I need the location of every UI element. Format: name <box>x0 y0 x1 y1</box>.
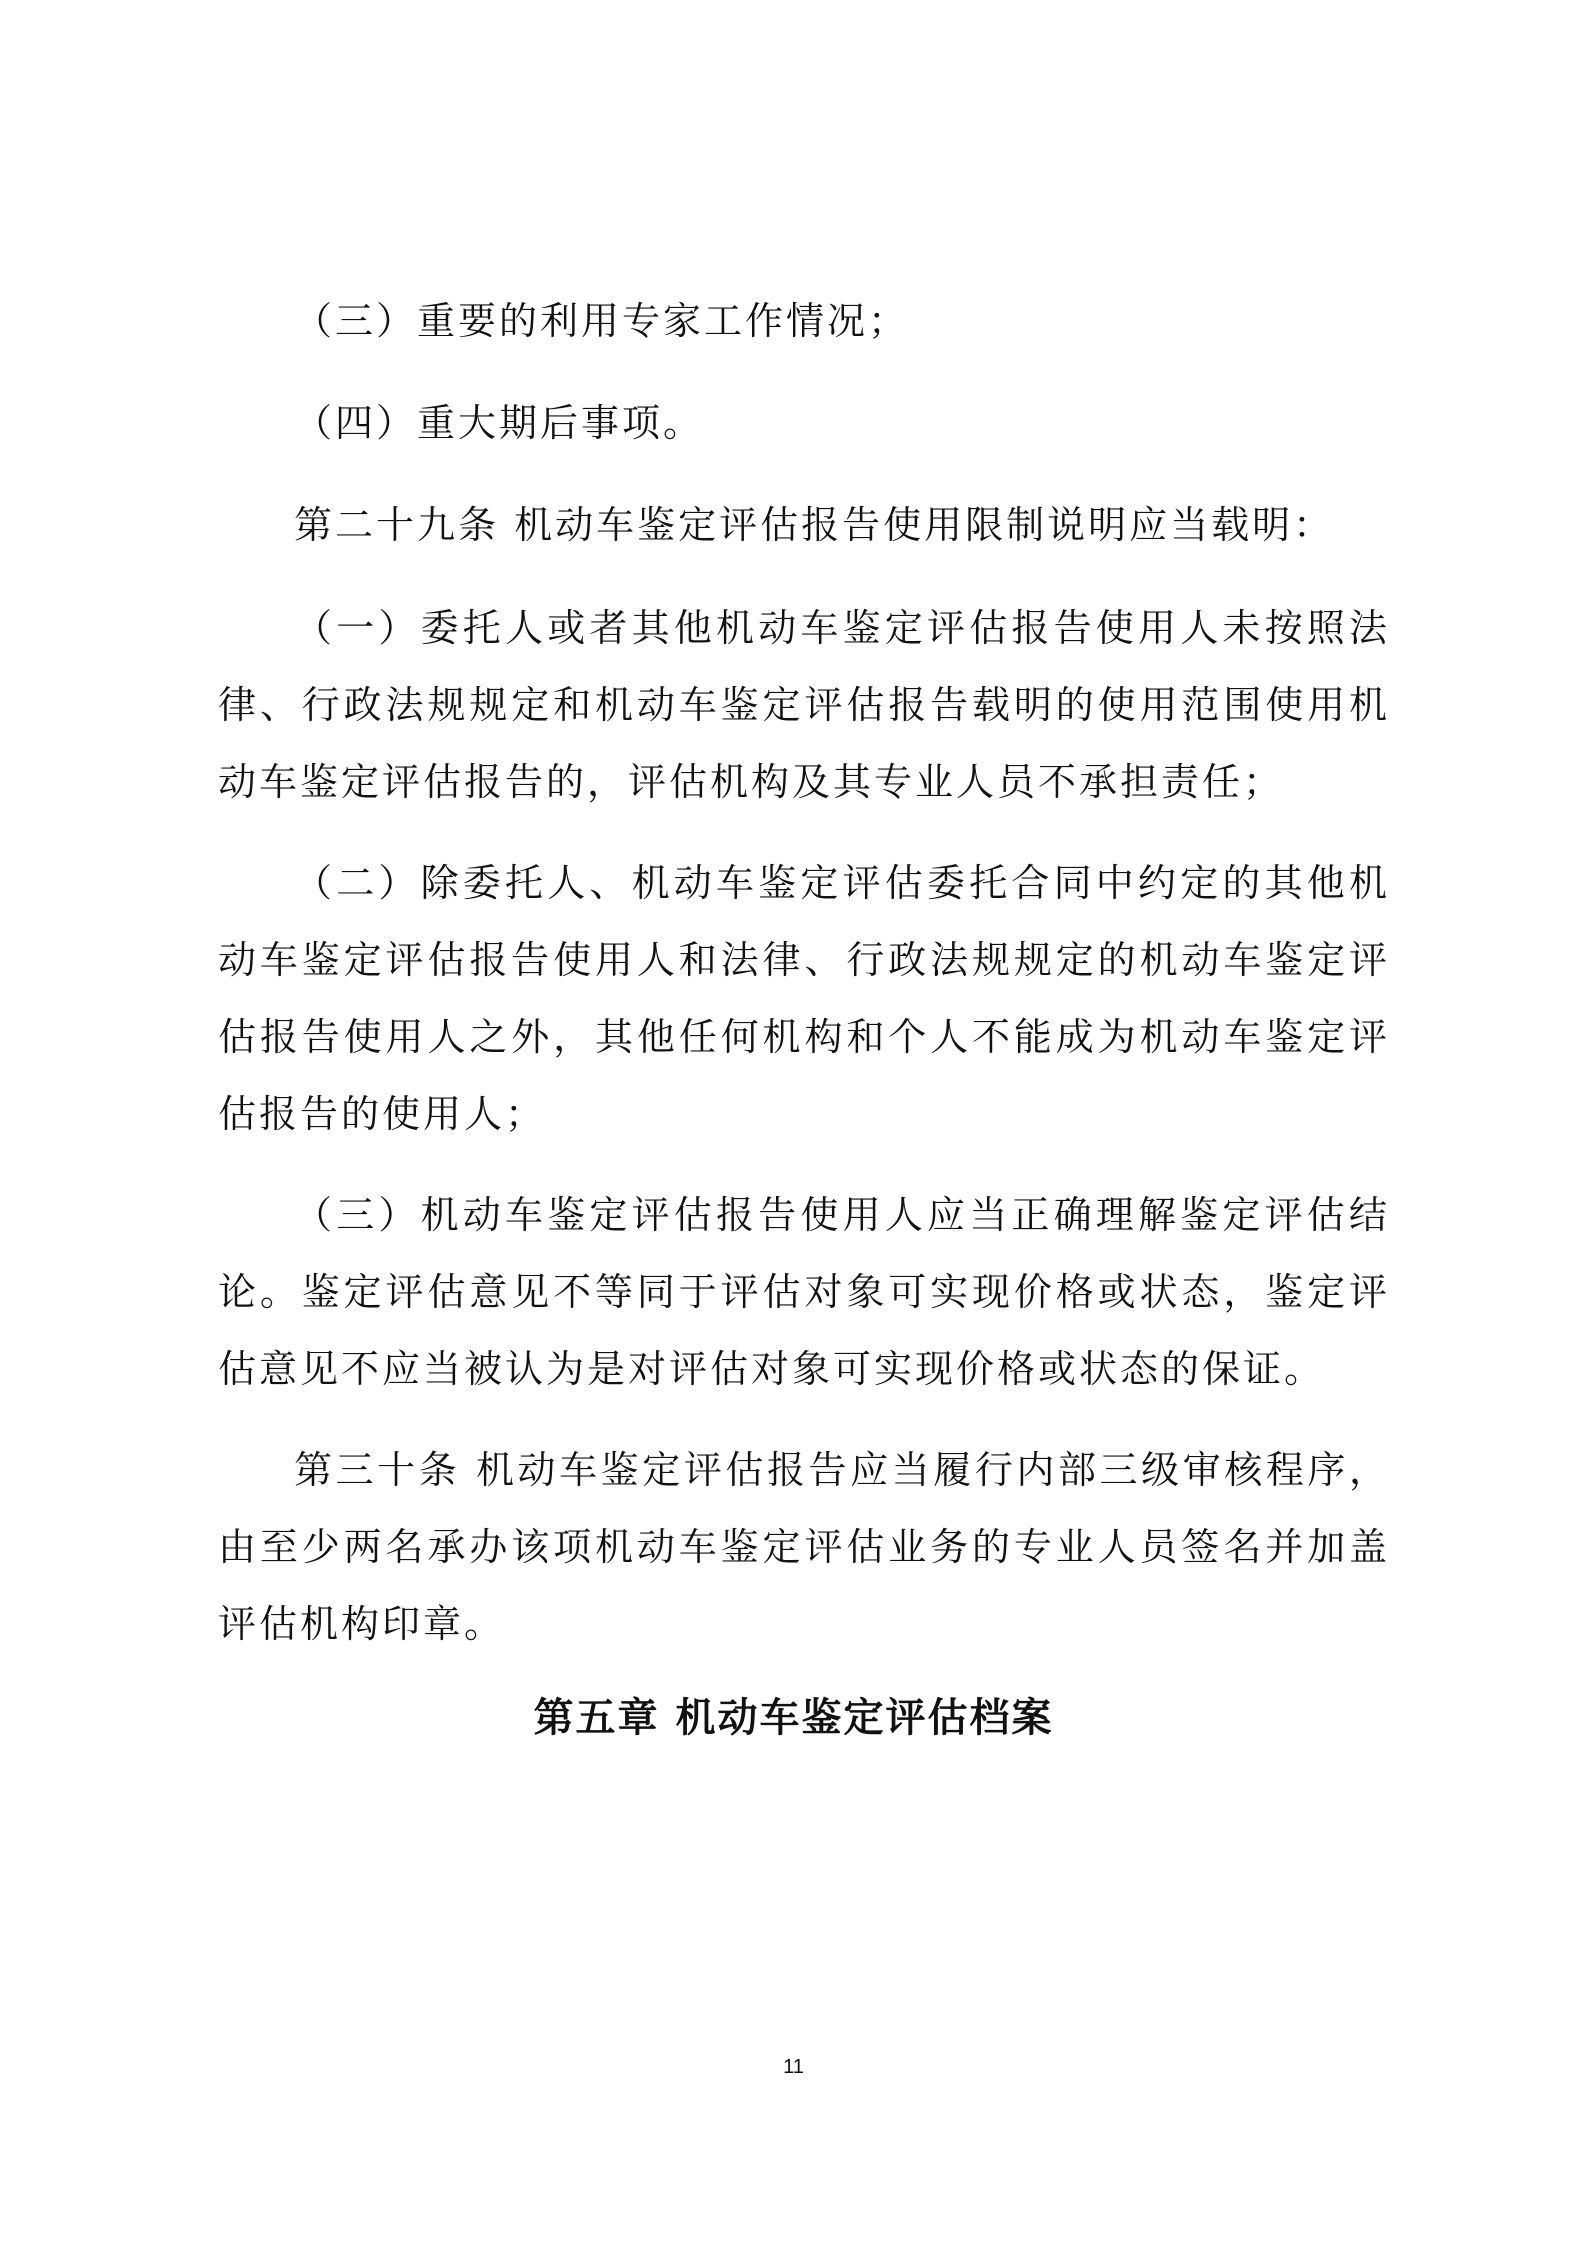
paragraph-item-3-expert-work: （三）重要的利用专家工作情况； <box>294 299 910 343</box>
article-30: 第三十条 机动车鉴定评估报告应当履行内部三级审核程序，由至少两名承办该项机动车鉴定评估业务的专业人员签名并加盖评估机构印章。 <box>218 1448 1390 1646</box>
paragraph-limit-2: （二）除委托人、机动车鉴定评估委托合同中约定的其他机动车鉴定评估报告使用人和法律、行政法规规定的机动车鉴定评估报告使用人之外，其他任何机构和个人不能成为机动车鉴定评估报告的使用人； <box>218 861 1390 1136</box>
paragraph-item-4-subsequent-events: （四）重大期后事项。 <box>294 401 705 445</box>
article-29-heading: 第二十九条 机动车鉴定评估报告使用限制说明应当载明： <box>294 503 1335 547</box>
page-number: 11 <box>783 2056 804 2078</box>
chapter-title: 第五章 机动车鉴定评估档案 <box>533 1695 1054 1741</box>
paragraph-limit-3: （三）机动车鉴定评估报告使用人应当正确理解鉴定评估结论。鉴定评估意见不等同于评估对象可实现价格或状态，鉴定评估意见不应当被认为是对评估对象可实现价格或状态的保证。 <box>218 1193 1390 1391</box>
paragraph-limit-1: （一）委托人或者其他机动车鉴定评估报告使用人未按照法律、行政法规规定和机动车鉴定评估报告载明的使用范围使用机动车鉴定评估报告的，评估机构及其专业人员不承担责任； <box>218 606 1390 804</box>
